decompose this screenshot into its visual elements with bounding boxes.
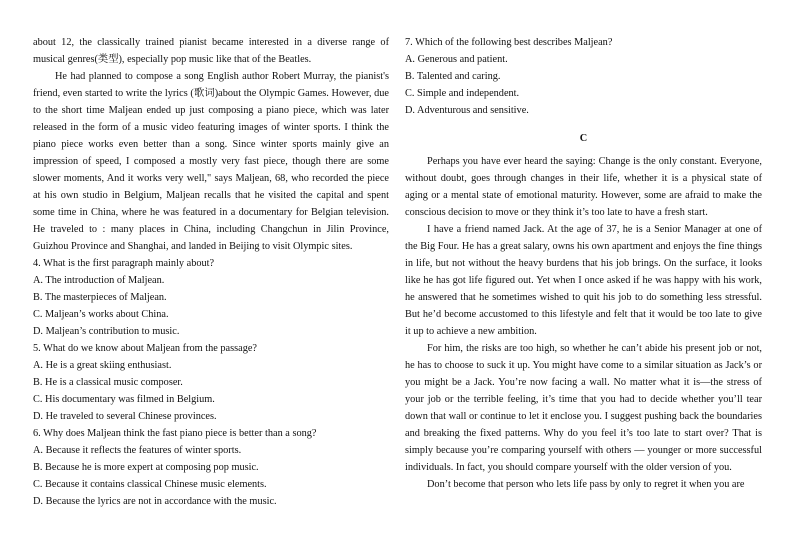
paragraph-dont-regret: Don’t become that person who lets life pass by only to regret it when you are	[427, 479, 745, 490]
option-a[interactable]: A. Because it reflects the features of winter sports.	[33, 445, 242, 456]
question-4	[33, 255, 389, 340]
paragraph-risks: For him, the risks are too high, so whether he can’t abide his present job or not, he has to choose to suck it up. You might have come to a similar situation as Jack’s or you might be a Jack. You’re now facing a wall. No matter what it is—the stress of your job or the terrible feeling, it’s time that you had to decide whether you’ll tear down that wall or continue to let it enclose you. I suggest pushing back the boundaries and breaking the fixed patterns. Why do you feel it’s too late to start over? That is simply because you’re comparing yourself with others — younger or more successful individuals. In fact, you should compare yourself with the older version of you.	[405, 343, 762, 473]
option-c[interactable]: C. Simple and independent.	[405, 88, 520, 99]
paragraph-continued: about 12, the classically trained pianist became interested in a diverse range of musical genres(类型), especially pop music like that of the Beatles.	[33, 37, 389, 65]
question-stem: 7. Which of the following best describes Maljean?	[405, 37, 613, 48]
question-stem: 6. Why does Maljean think the fast piano piece is better than a song?	[33, 428, 317, 439]
left-column	[33, 34, 389, 510]
option-b[interactable]: B. Because he is more expert at composing pop music.	[33, 462, 259, 473]
option-a[interactable]: A. Generous and patient.	[405, 54, 508, 65]
option-c[interactable]: C. His documentary was filmed in Belgium.	[33, 394, 215, 405]
option-b[interactable]: B. Talented and caring.	[405, 71, 501, 82]
paragraph-maljean-composition: He had planned to compose a song English author Robert Murray, the pianist's friend, even started to write the lyrics (歌词)about the Olympic Games. However, due to the short time Maljean ended up just composing a piano piece, which was later released in the form of a music video featuring images of winter sports. I think the piano piece works even better than a song. Since winter sports mainly give an impression of speed, I composed a mostly very fast piece, though there are some slower moments, And it works very well," says Maljean, 68, who recorded the piece at his own studio in Belgium, Maljean recalls that he visited the capital and spent some time in China, where he was featured in a documentary for Belgian television. He traveled to : many places in China, including Changchun in Jilin Province, Guizhou Province and Shanghai, and landed in Beijing to visit Olympic sites.	[33, 71, 389, 252]
option-c[interactable]: C. Maljean’s works about China.	[33, 309, 169, 320]
question-stem: 5. What do we know about Maljean from the passage?	[33, 343, 257, 354]
option-d[interactable]: D. Maljean’s contribution to music.	[33, 326, 180, 337]
option-a[interactable]: A. He is a great skiing enthusiast.	[33, 360, 172, 371]
option-a[interactable]: A. The introduction of Maljean.	[33, 275, 165, 286]
option-b[interactable]: B. The masterpieces of Maljean.	[33, 292, 167, 303]
question-6	[33, 425, 389, 510]
option-d[interactable]: D. He traveled to several Chinese provinces.	[33, 411, 217, 422]
option-d[interactable]: D. Adventurous and sensitive.	[405, 105, 529, 116]
right-column	[405, 34, 762, 493]
question-7	[405, 34, 762, 119]
option-c[interactable]: C. Because it contains classical Chinese music elements.	[33, 479, 267, 490]
question-stem: 4. What is the first paragraph mainly about?	[33, 258, 215, 269]
question-5	[33, 340, 389, 425]
option-d[interactable]: D. Because the lyrics are not in accordance with the music.	[33, 496, 277, 507]
paragraph-friend-jack: I have a friend named Jack. At the age of 37, he is a Senior Manager at one of the Big Four. He has a great salary, owns his own apartment and enjoys the fine things in life, but not without the heavy burdens that his job brings. On the surface, it looks like he has got life figured out. Yet when I once asked if he was happy with his work, he answered that he sometimes wished to quit his job to do something less stressful. But he’d become accustomed to this lifestyle and felt that it would be too late to give it up to achieve a new ambition.	[405, 224, 762, 337]
option-b[interactable]: B. He is a classical music composer.	[33, 377, 183, 388]
paragraph-change-saying: Perhaps you have ever heard the saying: Change is the only constant. Everyone, without doubt, goes through changes in their life, whether it is a physical state of aging or a mental state of emotional maturity. However, some are afraid to make the conscious decision to move or they think it’s too late to have a fresh start.	[405, 156, 762, 218]
section-label: C	[579, 133, 588, 144]
